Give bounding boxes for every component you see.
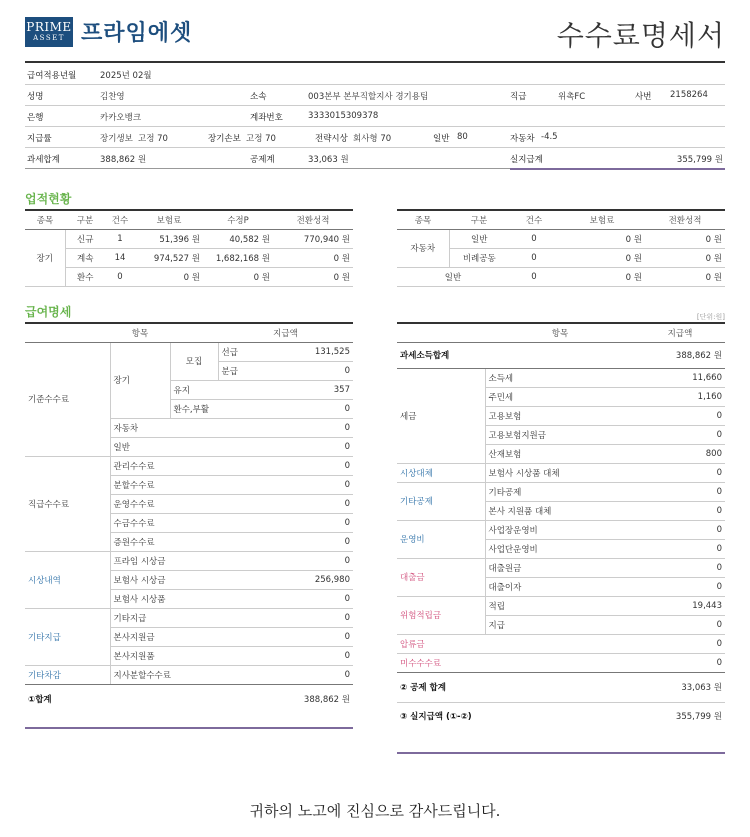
perf-section-title: 업적현황 <box>25 192 72 206</box>
tax-group: 세금 <box>397 368 485 463</box>
ops-group: 운영비 <box>397 520 485 558</box>
net-accent-line <box>510 168 725 170</box>
taxable-value: 388,862 원 <box>635 342 725 368</box>
other-diff-group: 기타차감 <box>25 665 110 684</box>
perf-left-h0: 종목 <box>25 210 65 229</box>
unpaid-value: 0 <box>635 653 725 672</box>
rank-label: 직급 <box>510 92 527 102</box>
table-row <box>397 653 725 672</box>
strategy-label: 전략시상 <box>315 134 348 144</box>
cell: 40,582 원 <box>203 229 273 248</box>
footer-message: 귀하의 노고에 진심으로 감사드립니다. <box>249 802 501 820</box>
cell: 0 <box>509 248 559 267</box>
cell: 0 <box>105 267 135 286</box>
name-label: 성명 <box>27 92 44 102</box>
strategy-value: 회사형 70 <box>353 134 392 144</box>
pay-left-h-amount: 지급액 <box>218 323 353 342</box>
perf-right-h3: 보험료 <box>559 210 645 229</box>
base-group: 기준수수료 <box>25 342 110 456</box>
general-label: 일반 <box>433 134 450 144</box>
cell: 0 <box>635 520 725 539</box>
pay-right-h-item: 항목 <box>485 323 635 342</box>
general-value: 80 <box>457 132 468 142</box>
cell: 0 원 <box>559 229 645 248</box>
cell: 0 <box>259 551 353 570</box>
info-row-totals <box>25 148 725 169</box>
perf-right-h0: 종목 <box>397 210 449 229</box>
cell: 0 <box>259 399 353 418</box>
cell: 1,682,168 원 <box>203 248 273 267</box>
cell: 기타공제 <box>485 482 635 501</box>
dept-value: 003본부 본부직할지사 경기용팀 <box>308 92 429 102</box>
cell: 0 <box>635 482 725 501</box>
cell: 11,660 <box>635 368 725 387</box>
cell: 기타지급 <box>110 608 259 627</box>
perf-auto-table <box>397 209 725 287</box>
cell: 0 <box>635 558 725 577</box>
document-title: 수수료명세서 <box>556 19 725 52</box>
company-name: 프라임에셋 <box>81 21 193 46</box>
table-row <box>25 342 353 361</box>
cell: 환수 <box>65 267 105 286</box>
table-row <box>25 551 353 570</box>
cell: 환수,부활 <box>170 399 259 418</box>
cell: 0 원 <box>645 267 725 286</box>
net-label: 실지급계 <box>510 155 543 165</box>
pay-left-h-item: 항목 <box>110 323 170 342</box>
info-block <box>25 64 725 169</box>
rate-loss-value: 고정 70 <box>246 134 276 144</box>
cell: 0 <box>259 532 353 551</box>
cell: 0 원 <box>645 248 725 267</box>
cell: 선급 <box>218 342 259 361</box>
cell: 0 원 <box>273 248 353 267</box>
table-row <box>25 456 353 475</box>
perf-left-header <box>25 210 353 229</box>
table-row <box>397 342 725 368</box>
table-row <box>397 267 725 286</box>
cell: 131,525 <box>259 342 353 361</box>
cell: 0 <box>635 615 725 634</box>
cell: 보험사 시상금 <box>110 570 259 589</box>
cell: 0 <box>635 425 725 444</box>
company-logo <box>25 16 192 47</box>
deduct-value: 33,063 원 <box>308 155 349 165</box>
account-label: 계좌번호 <box>250 113 283 123</box>
cell: 0 <box>259 608 353 627</box>
rate-label: 지급률 <box>27 134 52 144</box>
name-value: 김찬영 <box>100 92 125 102</box>
table-row <box>397 558 725 577</box>
cell: 0 <box>635 463 725 482</box>
info-row-name <box>25 85 725 106</box>
perf-left-h3: 보험료 <box>135 210 203 229</box>
rate-life-value: 고정 70 <box>138 134 168 144</box>
logo-mark <box>25 17 73 47</box>
cell: 주민세 <box>485 387 635 406</box>
cell: 0 <box>259 665 353 684</box>
taxable-label: 과세합계 <box>27 155 60 165</box>
pay-section-title: 급여명세 <box>25 305 72 319</box>
cell: 0 <box>259 437 353 456</box>
cell: 0 <box>509 229 559 248</box>
cell: 0 <box>259 418 353 437</box>
cell: 1,160 <box>635 387 725 406</box>
cell: 0 <box>635 501 725 520</box>
cell: 0 원 <box>559 267 645 286</box>
logo-line1: PRIME <box>26 20 72 34</box>
cell: 신규 <box>65 229 105 248</box>
cell: 0 <box>635 406 725 425</box>
hold-value: 0 <box>635 634 725 653</box>
cell: 0 <box>509 267 559 286</box>
ded-total-label: ② 공제 합계 <box>397 672 485 702</box>
deduct-label: 공제계 <box>250 155 275 165</box>
cell: 0 <box>259 589 353 608</box>
cell: 사업단운영비 <box>485 539 635 558</box>
taxable-label: 과세소득합계 <box>397 342 485 368</box>
cell: 수금수수료 <box>110 513 259 532</box>
cell: 분할수수료 <box>110 475 259 494</box>
cell: 256,980 <box>259 570 353 589</box>
cell: 19,443 <box>635 596 725 615</box>
pay-left-table <box>25 322 353 714</box>
final-net-value: 355,799 원 <box>675 712 722 723</box>
perf-right-header <box>397 210 725 229</box>
cell: 14 <box>105 248 135 267</box>
cell: 대출이자 <box>485 577 635 596</box>
hold-label: 압류금 <box>397 634 485 653</box>
dept-label: 소속 <box>250 92 267 102</box>
cell: 대출원금 <box>485 558 635 577</box>
cell: 소득세 <box>485 368 635 387</box>
perf-left-h5: 전환성적 <box>273 210 353 229</box>
cell: 본사지원금 <box>110 627 259 646</box>
bank-label: 은행 <box>27 113 44 123</box>
perf-left-h2: 건수 <box>105 210 135 229</box>
cell: 770,940 원 <box>273 229 353 248</box>
cell: 적립 <box>485 596 635 615</box>
cell: 지급 <box>485 615 635 634</box>
period-value: 2025년 02월 <box>100 71 152 81</box>
cell: 프라임 시상금 <box>110 551 259 570</box>
cell: 800 <box>635 444 725 463</box>
pay-right-header <box>397 323 725 342</box>
table-row <box>25 267 353 286</box>
rate-life-label: 장기생보 <box>100 134 133 144</box>
ded-total-value: 33,063 원 <box>635 672 725 702</box>
net-final-accent-line <box>397 752 725 754</box>
table-row <box>397 634 725 653</box>
table-row <box>25 229 353 248</box>
cell: 0 <box>259 361 353 380</box>
cell: 357 <box>259 380 353 399</box>
award-sub-group: 시상대체 <box>397 463 485 482</box>
bank-value: 카카오뱅크 <box>100 113 142 123</box>
auto-label: 자동차 <box>510 134 535 144</box>
table-row <box>397 596 725 615</box>
net-value: 355,799 원 <box>676 155 723 165</box>
cell: 비례공동 <box>449 248 509 267</box>
perf-long-table <box>25 209 353 287</box>
cell: 지사분할수수료 <box>110 665 259 684</box>
cell: 운영수수료 <box>110 494 259 513</box>
table-row <box>25 608 353 627</box>
total-value: 388,862 원 <box>303 695 350 706</box>
cell: 0 원 <box>273 267 353 286</box>
perf-left-h4: 수정P <box>203 210 273 229</box>
taxable-value: 388,862 원 <box>100 155 147 165</box>
cell: 0 <box>259 494 353 513</box>
cell: 0 <box>635 577 725 596</box>
table-row <box>397 463 725 482</box>
account-value: 3333015309378 <box>308 111 379 121</box>
cell: 유지 <box>170 380 259 399</box>
cell: 1 <box>105 229 135 248</box>
info-row-period <box>25 64 725 85</box>
auto-value: -4.5 <box>541 132 558 142</box>
cell: 보험사 시상품 <box>110 589 259 608</box>
cell: 관리수수료 <box>110 456 259 475</box>
empno-label: 사번 <box>635 92 652 102</box>
empno-value: 2158264 <box>670 90 708 100</box>
cell: 0 <box>259 646 353 665</box>
perf-left-group: 장기 <box>25 229 65 286</box>
cell: 분급 <box>218 361 259 380</box>
perf-left-h1: 구분 <box>65 210 105 229</box>
perf-right-h1: 구분 <box>449 210 509 229</box>
table-row <box>25 248 353 267</box>
table-row <box>397 368 725 387</box>
pay-right-h-amount: 지급액 <box>635 323 725 342</box>
cell: 사업장운영비 <box>485 520 635 539</box>
cell: 본사지원품 <box>110 646 259 665</box>
other-pay-group: 기타지급 <box>25 608 110 665</box>
header-rule <box>25 61 725 63</box>
cell: 산재보험 <box>485 444 635 463</box>
perf-right-group: 자동차 <box>397 229 449 267</box>
pay-left-header <box>25 323 353 342</box>
unit-label: [단위:원] <box>696 313 725 321</box>
base-recruit: 모집 <box>170 342 218 380</box>
cell: 0 원 <box>203 267 273 286</box>
cell: 자동차 <box>110 418 259 437</box>
cell: 일반 <box>397 267 509 286</box>
cell: 0 <box>259 475 353 494</box>
pay-left-total-row <box>25 684 353 714</box>
cell: 0 원 <box>135 267 203 286</box>
table-row <box>397 702 725 730</box>
info-row-bank <box>25 106 725 127</box>
award-group: 시상내역 <box>25 551 110 608</box>
cell: 974,527 원 <box>135 248 203 267</box>
cell: 고용보험지원금 <box>485 425 635 444</box>
cell: 51,396 원 <box>135 229 203 248</box>
pay-right-table <box>397 322 725 730</box>
cell: 0 <box>259 513 353 532</box>
cell: 증원수수료 <box>110 532 259 551</box>
rank-value: 위촉FC <box>558 92 586 102</box>
cell: 보험사 시상품 대체 <box>485 463 635 482</box>
risk-group: 위험적립금 <box>397 596 485 634</box>
info-row-rate <box>25 127 725 148</box>
final-net-label: ③ 실지급액 (①-②) <box>400 712 472 723</box>
rank-fee-group: 직급수수료 <box>25 456 110 551</box>
unpaid-label: 미수수수료 <box>397 653 485 672</box>
cell: 0 <box>635 539 725 558</box>
cell: 본사 지원품 대체 <box>485 501 635 520</box>
base-long: 장기 <box>110 342 170 418</box>
perf-right-h2: 건수 <box>509 210 559 229</box>
cell: 0 <box>259 456 353 475</box>
table-row <box>397 672 725 702</box>
cell: 0 원 <box>645 229 725 248</box>
table-row <box>397 482 725 501</box>
loan-group: 대출금 <box>397 558 485 596</box>
cell: 0 <box>259 627 353 646</box>
total-label: ①합계 <box>28 695 52 706</box>
period-label: 급여적용년월 <box>27 71 77 81</box>
table-row <box>397 520 725 539</box>
cell: 일반 <box>449 229 509 248</box>
perf-right-h4: 전환성적 <box>645 210 725 229</box>
table-row <box>397 229 725 248</box>
cell: 일반 <box>110 437 259 456</box>
cell: 0 원 <box>559 248 645 267</box>
total-accent-line <box>25 727 353 729</box>
rate-loss-label: 장기손보 <box>208 134 241 144</box>
logo-line2: ASSET <box>33 34 65 42</box>
cell: 고용보험 <box>485 406 635 425</box>
table-row <box>25 665 353 684</box>
other-ded-group: 기타공제 <box>397 482 485 520</box>
cell: 계속 <box>65 248 105 267</box>
